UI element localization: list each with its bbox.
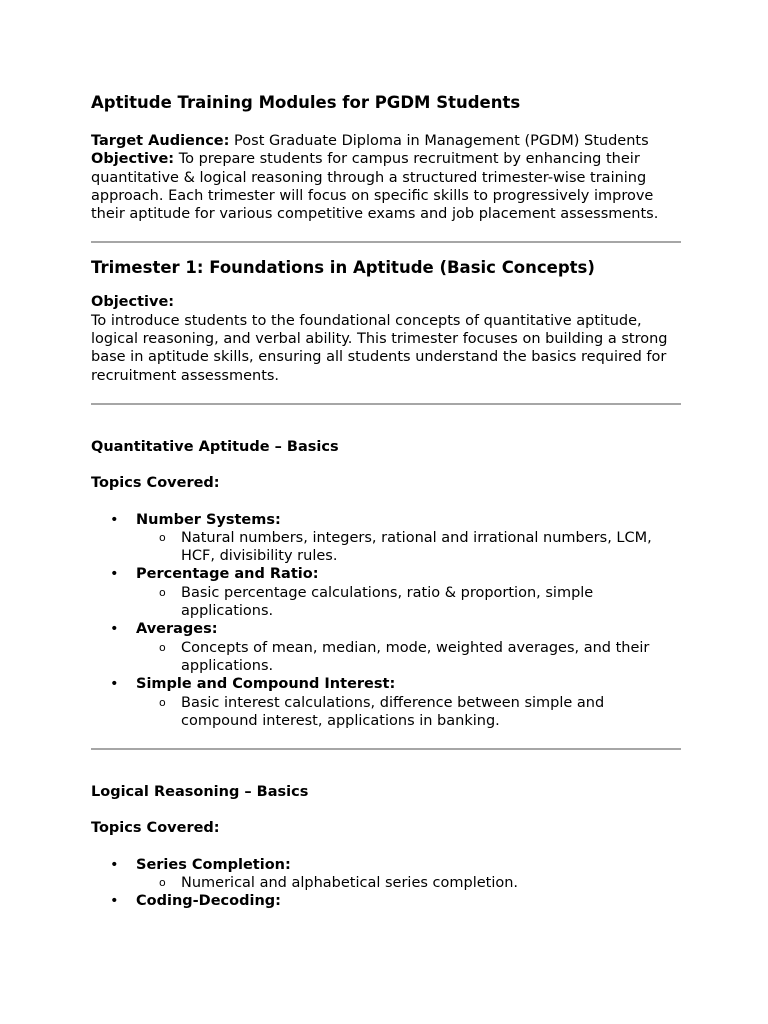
module-title: Quantitative Aptitude – Basics	[91, 438, 339, 455]
topic-detail-list	[136, 584, 681, 621]
document-page	[91, 90, 681, 911]
target-audience-text: Post Graduate Diploma in Management (PGDM) Students	[229, 133, 649, 149]
document-title: Aptitude Training Modules for PGDM Students	[91, 93, 521, 112]
bullet-icon: •	[110, 511, 119, 528]
bullet-icon: •	[110, 856, 119, 873]
intro-objective-text: To prepare students for campus recruitment by enhancing their quantitative & logical reasoning through a structured trimester-wise training approach. Each trimester will focus on specific skills to progressively improve their aptitude for various competitive exams and job placement assessments.	[91, 151, 659, 223]
topic-name: Coding-Decoding:	[136, 893, 281, 910]
trimester-1-objective-text: To introduce students to the foundational concepts of quantitative aptitude, logical reasoning, and verbal ability. This trimester focuses on building a strong base in aptitude skills, ensuring all students understand the basics required for recruitment assessments.	[91, 312, 668, 384]
section-divider	[91, 403, 681, 405]
topic-detail-list	[136, 639, 681, 676]
topic-detail-text: Basic interest calculations, difference between simple and compound interest, applications in banking.	[181, 694, 605, 729]
topic-item	[91, 565, 681, 620]
topic-detail-text: Concepts of mean, median, mode, weighted averages, and their applications.	[181, 639, 650, 674]
trimester-1-heading: Trimester 1: Foundations in Aptitude (Basic Concepts)	[91, 258, 595, 278]
topic-item	[91, 675, 681, 730]
sub-bullet-icon: o	[159, 585, 166, 599]
topic-detail-text: Natural numbers, integers, rational and irrational numbers, LCM, HCF, divisibility rules.	[181, 529, 652, 565]
target-audience-label: Target Audience:	[91, 133, 230, 149]
topic-detail-text: Basic percentage calculations, ratio & proportion, simple applications.	[181, 584, 594, 620]
topics-covered-label: Topics Covered:	[91, 820, 220, 837]
sub-bullet-icon: o	[159, 695, 166, 709]
module-quantitative-aptitude	[91, 438, 681, 730]
topic-name: Percentage and Ratio:	[136, 566, 319, 583]
section-divider	[91, 748, 681, 750]
topic-name: Averages:	[136, 621, 218, 638]
target-audience-line	[91, 132, 681, 150]
topic-item	[91, 511, 681, 566]
topic-item	[91, 620, 681, 675]
section-divider	[91, 241, 681, 243]
bullet-icon: •	[110, 566, 119, 583]
topic-name: Series Completion:	[136, 856, 291, 873]
topic-detail-list	[136, 694, 681, 731]
topics-covered-label: Topics Covered:	[91, 475, 220, 492]
topic-item	[91, 856, 681, 893]
topic-detail	[136, 694, 681, 731]
intro-objective-label: Objective:	[91, 151, 175, 168]
intro-objective-paragraph	[91, 150, 681, 223]
module-title: Logical Reasoning – Basics	[91, 784, 309, 801]
sub-bullet-icon: o	[159, 640, 166, 654]
topic-list	[91, 856, 681, 911]
topic-detail	[136, 584, 681, 621]
sub-bullet-icon: o	[159, 530, 166, 544]
topic-detail-list	[136, 529, 681, 566]
topic-detail-list	[136, 874, 681, 892]
topic-detail-text: Numerical and alphabetical series completion.	[181, 875, 519, 892]
bullet-icon: •	[110, 621, 119, 638]
topic-name: Simple and Compound Interest:	[136, 676, 396, 693]
sub-bullet-icon: o	[159, 876, 166, 890]
topic-list	[91, 511, 681, 731]
bullet-icon: •	[110, 676, 119, 693]
topic-detail	[136, 874, 681, 892]
topic-detail	[136, 529, 681, 566]
module-logical-reasoning	[91, 783, 681, 910]
topic-item	[91, 892, 681, 910]
trimester-1-objective-label: Objective:	[91, 294, 175, 311]
topic-detail	[136, 639, 681, 676]
bullet-icon: •	[110, 893, 119, 910]
topic-name: Number Systems:	[136, 511, 281, 528]
